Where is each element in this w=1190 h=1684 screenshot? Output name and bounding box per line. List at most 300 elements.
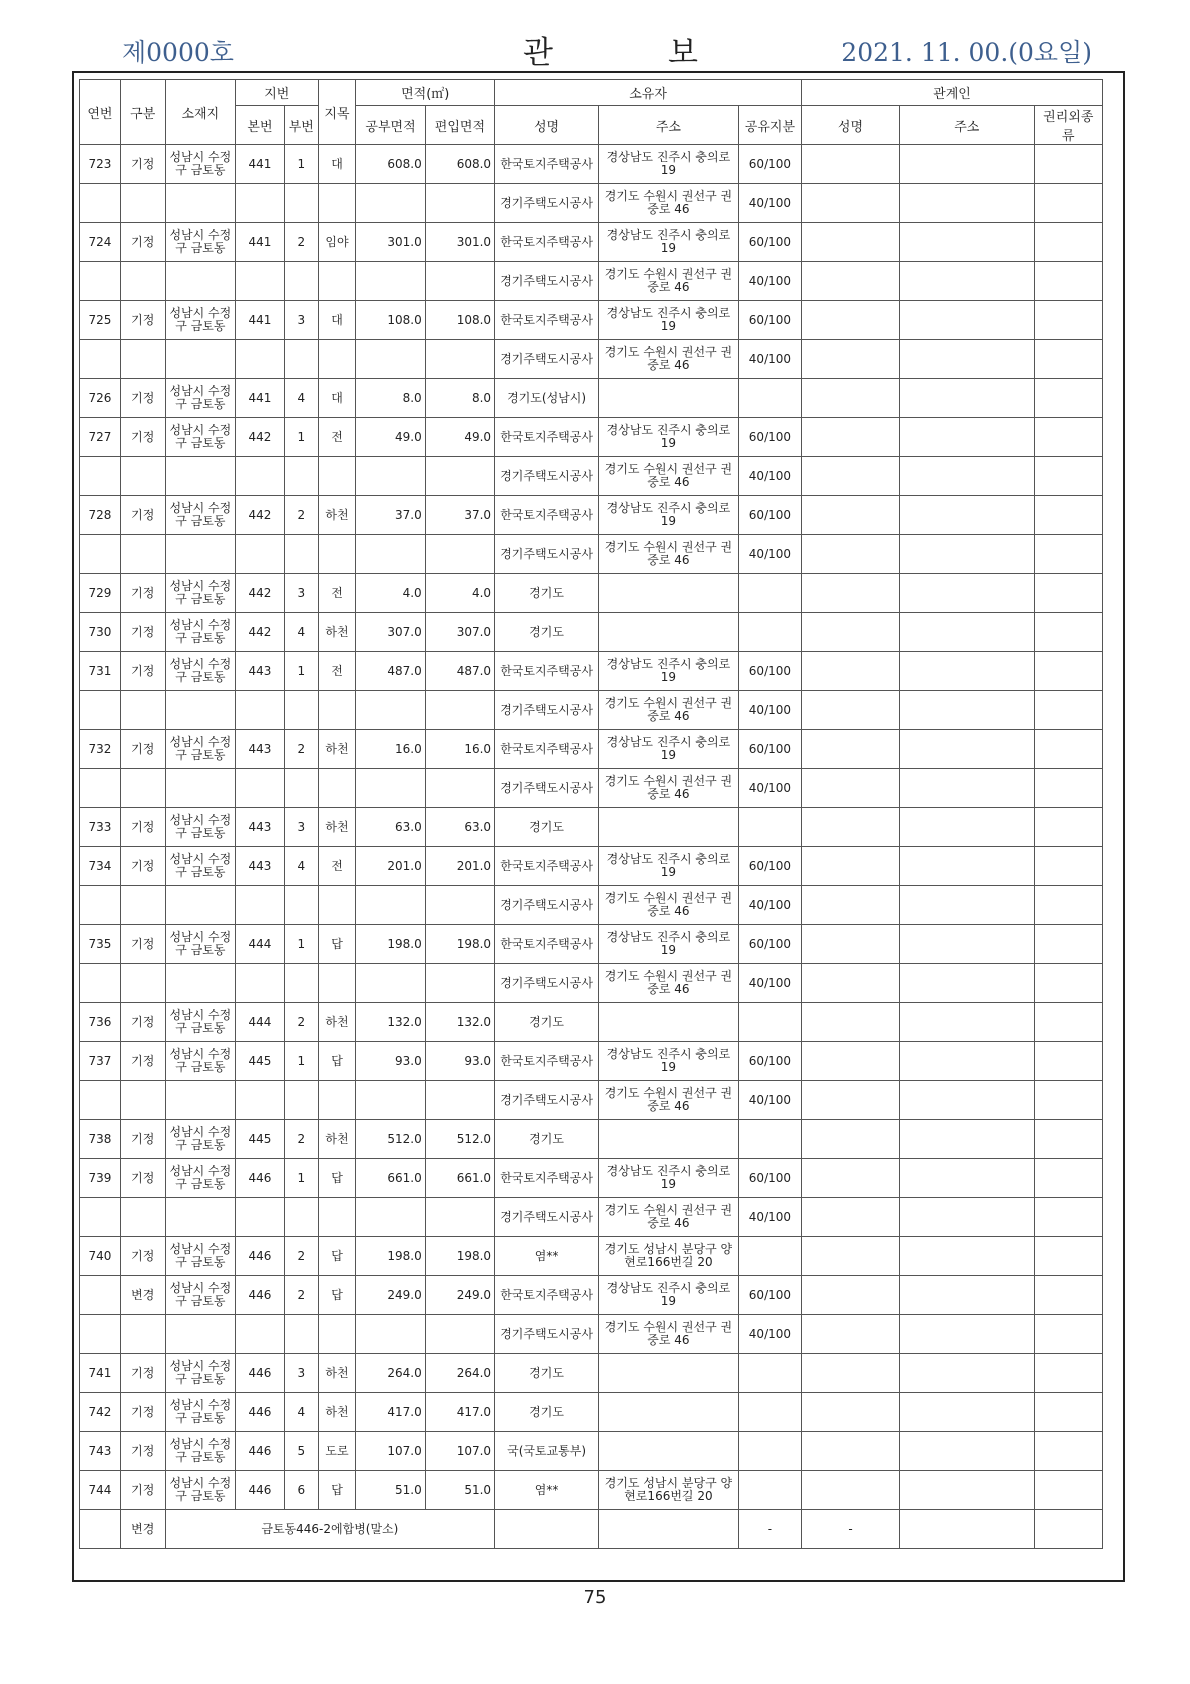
cell-main-no [236,340,285,379]
cell-area-included: 37.0 [425,496,494,535]
cell-main-no: 442 [236,574,285,613]
table-row [80,1003,1103,1042]
cell-area-public: 8.0 [356,379,425,418]
cell-sub-no: 2 [284,1120,318,1159]
cell-address: 경상남도 진주시 충의로 19 [599,145,739,184]
cell-share: 60/100 [738,1042,801,1081]
cell-location [165,691,235,730]
cell-seq [80,457,121,496]
cell-share [738,1120,801,1159]
cell-location [165,1081,235,1120]
cell-area-public: 512.0 [356,1120,425,1159]
col-rel-name: 성명 [802,106,900,145]
cell-rel-address [899,691,1034,730]
cell-location: 성남시 수정구 금토동 [165,1471,235,1510]
cell-share: 60/100 [738,496,801,535]
cell-main-no: 441 [236,223,285,262]
cell-rel-right [1034,1120,1102,1159]
cell-location: 성남시 수정구 금토동 [165,379,235,418]
cell-owner: 경기주택도시공사 [495,964,599,1003]
table-row [80,457,1103,496]
table-row [80,418,1103,457]
cell-owner: 한국토지주택공사 [495,418,599,457]
cell-area-included: 487.0 [425,652,494,691]
cell-location [165,769,235,808]
cell-rel-right [1034,1471,1102,1510]
cell-category: 하천 [318,496,356,535]
cell-type [120,184,165,223]
col-area-included: 편입면적 [425,106,494,145]
cell-address: 경기도 수원시 권선구 권중로 46 [599,535,739,574]
cell-share: 40/100 [738,769,801,808]
cell-owner: 경기도 [495,1120,599,1159]
col-rel-right: 권리외종류 [1034,106,1102,145]
cell-address: 경상남도 진주시 충의로 19 [599,925,739,964]
cell-type: 기정 [120,1120,165,1159]
cell-sub-no: 3 [284,574,318,613]
cell-category [318,1315,356,1354]
cell-area-public [356,691,425,730]
cell-area-included: 4.0 [425,574,494,613]
cell-type: 기정 [120,379,165,418]
cell-main-no: 446 [236,1354,285,1393]
cell-sub-no: 1 [284,1042,318,1081]
cell-address [599,1354,739,1393]
cell-main-no: 446 [236,1432,285,1471]
cell-rel-address [899,418,1034,457]
cell-main-no [236,535,285,574]
cell-location: 성남시 수정구 금토동 [165,1237,235,1276]
cell-owner: 경기주택도시공사 [495,1198,599,1237]
cell-sub-no: 5 [284,1432,318,1471]
cell-main-no: 442 [236,496,285,535]
cell-rel-right [1034,1003,1102,1042]
cell-rel-name [802,886,900,925]
publish-date: 2021. 11. 00.(0요일) [841,38,1092,67]
issue-number: 제0000호 [122,38,234,67]
cell-rel-name [802,379,900,418]
cell-rel-address [899,964,1034,1003]
cell-sub-no: 3 [284,1354,318,1393]
cell-rel-right [1034,1042,1102,1081]
cell-owner: 경기주택도시공사 [495,886,599,925]
cell-rel-name [802,145,900,184]
cell-seq [80,535,121,574]
cell-sub-no: 1 [284,418,318,457]
cell-owner: 경기주택도시공사 [495,1315,599,1354]
table-row [80,574,1103,613]
col-owner: 소유자 [495,80,802,106]
cell-rel-right [1034,145,1102,184]
cell-seq [80,1081,121,1120]
cell-type [120,769,165,808]
cell-rel-name [802,1198,900,1237]
cell-share: 40/100 [738,1081,801,1120]
cell-share [738,613,801,652]
cell-owner: 한국토지주택공사 [495,730,599,769]
cell-area-public: 301.0 [356,223,425,262]
cell-address: 경상남도 진주시 충의로 19 [599,1276,739,1315]
cell-rel-right [1034,1432,1102,1471]
cell-share [738,1432,801,1471]
col-category: 지목 [318,80,356,145]
cell-area-public: 201.0 [356,847,425,886]
cell-rel-address [899,1276,1034,1315]
cell-category: 전 [318,652,356,691]
cell-share: 60/100 [738,730,801,769]
cell-rel-right [1034,574,1102,613]
cell-rel-address [899,340,1034,379]
cell-main-no [236,886,285,925]
cell-location: 성남시 수정구 금토동 [165,1354,235,1393]
cell-main-no: 446 [236,1237,285,1276]
cell-category: 임야 [318,223,356,262]
cell-main-no: 444 [236,1003,285,1042]
cell-area-included [425,457,494,496]
cell-address: 경기도 수원시 권선구 권중로 46 [599,964,739,1003]
cell-rel-name [802,1042,900,1081]
cell-sub-no: 4 [284,379,318,418]
cell-rel-address [899,184,1034,223]
cell-rel-address [899,145,1034,184]
cell-owner: 경기도 [495,1354,599,1393]
cell-type: 기정 [120,925,165,964]
cell-area-public: 487.0 [356,652,425,691]
table-row [80,1159,1103,1198]
cell-seq [80,691,121,730]
cell-share: 40/100 [738,1198,801,1237]
cell-area-included [425,262,494,301]
cell-owner: 경기주택도시공사 [495,535,599,574]
cell-location: 성남시 수정구 금토동 [165,1276,235,1315]
cell-address [599,1510,739,1549]
cell-type [120,1315,165,1354]
cell-area-public: 37.0 [356,496,425,535]
cell-sub-no [284,886,318,925]
cell-location: 성남시 수정구 금토동 [165,730,235,769]
cell-area-public [356,886,425,925]
cell-type: 기정 [120,1432,165,1471]
cell-address [599,613,739,652]
cell-seq [80,1315,121,1354]
cell-share: 40/100 [738,886,801,925]
cell-category: 하천 [318,808,356,847]
cell-rel-name [802,730,900,769]
cell-sub-no [284,340,318,379]
cell-type: 기정 [120,574,165,613]
cell-category [318,262,356,301]
cell-share: 40/100 [738,535,801,574]
cell-area-included [425,535,494,574]
cell-type: 기정 [120,1159,165,1198]
cell-area-included [425,691,494,730]
cell-rel-name [802,1354,900,1393]
cell-category [318,535,356,574]
cell-rel-right [1034,847,1102,886]
cell-main-no: 443 [236,730,285,769]
cell-category: 하천 [318,613,356,652]
col-area-public: 공부면적 [356,106,425,145]
cell-owner: 한국토지주택공사 [495,223,599,262]
cell-sub-no: 4 [284,613,318,652]
cell-rel-right [1034,1354,1102,1393]
cell-rel-address [899,730,1034,769]
cell-owner: 경기도 [495,613,599,652]
cell-sub-no: 1 [284,145,318,184]
cell-address: 경기도 수원시 권선구 권중로 46 [599,1315,739,1354]
cell-share: 60/100 [738,652,801,691]
cell-location: 성남시 수정구 금토동 [165,613,235,652]
cell-location [165,184,235,223]
cell-area-included: 49.0 [425,418,494,457]
col-main-no: 본번 [236,106,285,145]
cell-seq: 729 [80,574,121,613]
cell-rel-right [1034,691,1102,730]
cell-location: 성남시 수정구 금토동 [165,418,235,457]
cell-rel-name [802,925,900,964]
cell-category: 하천 [318,730,356,769]
cell-area-public: 93.0 [356,1042,425,1081]
cell-rel-address [899,223,1034,262]
cell-sub-no [284,262,318,301]
cell-rel-right [1034,1081,1102,1120]
cell-sub-no [284,691,318,730]
table-row [80,223,1103,262]
cell-area-included: 63.0 [425,808,494,847]
cell-owner: 경기주택도시공사 [495,691,599,730]
cell-owner: 한국토지주택공사 [495,847,599,886]
cell-seq: 742 [80,1393,121,1432]
cell-rel-right [1034,496,1102,535]
cell-rel-address [899,262,1034,301]
cell-address: 경기도 수원시 권선구 권중로 46 [599,1081,739,1120]
cell-area-public: 107.0 [356,1432,425,1471]
cell-location: 성남시 수정구 금토동 [165,1003,235,1042]
cell-rel-address [899,1042,1034,1081]
cell-sub-no: 2 [284,223,318,262]
cell-location: 성남시 수정구 금토동 [165,1432,235,1471]
table-row [80,613,1103,652]
cell-owner: 한국토지주택공사 [495,301,599,340]
cell-main-no: 443 [236,652,285,691]
cell-share [738,574,801,613]
cell-area-public [356,1315,425,1354]
cell-sub-no: 2 [284,1237,318,1276]
cell-rel-right [1034,1510,1102,1549]
cell-category: 답 [318,1237,356,1276]
cell-area-public [356,964,425,1003]
cell-area-public: 249.0 [356,1276,425,1315]
table-row [80,1042,1103,1081]
cell-category [318,340,356,379]
cell-area-public [356,184,425,223]
cell-area-public: 198.0 [356,925,425,964]
cell-rel-address [899,1393,1034,1432]
cell-seq [80,1276,121,1315]
cell-main-no [236,1198,285,1237]
cell-share [738,1393,801,1432]
cell-location [165,964,235,1003]
cell-share: 40/100 [738,691,801,730]
cell-seq: 724 [80,223,121,262]
cell-rel-right [1034,262,1102,301]
cell-type: 기정 [120,1354,165,1393]
cell-location: 성남시 수정구 금토동 [165,223,235,262]
cell-rel-address [899,1081,1034,1120]
cell-rel-address [899,301,1034,340]
cell-rel-right [1034,1276,1102,1315]
table-row [80,535,1103,574]
col-owner-share: 공유지분 [738,106,801,145]
cell-sub-no [284,769,318,808]
cell-main-no: 443 [236,808,285,847]
cell-type: 변경 [120,1510,165,1549]
cell-rel-right [1034,379,1102,418]
cell-seq: 726 [80,379,121,418]
cell-seq: 736 [80,1003,121,1042]
cell-rel-name [802,1237,900,1276]
cell-share: 60/100 [738,925,801,964]
cell-area-included: 93.0 [425,1042,494,1081]
cell-main-no [236,1315,285,1354]
cell-address: 경기도 수원시 권선구 권중로 46 [599,340,739,379]
cell-owner: 국(국토교통부) [495,1432,599,1471]
cell-share: 60/100 [738,223,801,262]
cell-category: 대 [318,379,356,418]
cell-main-no [236,184,285,223]
table-row [80,262,1103,301]
cell-owner: 한국토지주택공사 [495,1042,599,1081]
cell-location: 성남시 수정구 금토동 [165,808,235,847]
cell-type: 기정 [120,613,165,652]
cell-rel-name [802,1432,900,1471]
cell-address [599,808,739,847]
cell-location [165,457,235,496]
cell-share: 40/100 [738,457,801,496]
cell-sub-no: 3 [284,301,318,340]
cell-location: 성남시 수정구 금토동 [165,1120,235,1159]
cell-address: 경기도 수원시 권선구 권중로 46 [599,184,739,223]
cell-rel-address [899,379,1034,418]
cell-type [120,457,165,496]
cell-category: 대 [318,301,356,340]
cell-seq: 735 [80,925,121,964]
cell-sub-no: 1 [284,925,318,964]
cell-area-included: 301.0 [425,223,494,262]
cell-area-public: 16.0 [356,730,425,769]
cell-type [120,691,165,730]
cell-seq: 728 [80,496,121,535]
page-number: 75 [583,1587,607,1608]
cell-category [318,964,356,1003]
cell-location: 성남시 수정구 금토동 [165,496,235,535]
cell-area-public: 264.0 [356,1354,425,1393]
cell-rel-name [802,262,900,301]
cell-area-included: 608.0 [425,145,494,184]
table-row [80,496,1103,535]
cell-sub-no: 3 [284,808,318,847]
cell-sub-no: 4 [284,847,318,886]
cell-type: 기정 [120,496,165,535]
cell-rel-name [802,964,900,1003]
cell-category: 하천 [318,1003,356,1042]
cell-area-included: 16.0 [425,730,494,769]
cell-area-included: 417.0 [425,1393,494,1432]
cell-area-included [425,1081,494,1120]
cell-rel-name [802,457,900,496]
table-row [80,1315,1103,1354]
cell-area-included: 51.0 [425,1471,494,1510]
col-lot: 지번 [236,80,319,106]
cell-owner: 한국토지주택공사 [495,496,599,535]
cell-rel-right [1034,730,1102,769]
cell-area-included: 8.0 [425,379,494,418]
cell-seq: 743 [80,1432,121,1471]
cell-area-public: 4.0 [356,574,425,613]
cell-seq [80,1198,121,1237]
cell-owner: 경기도 [495,1393,599,1432]
cell-sub-no [284,1198,318,1237]
cell-category: 하천 [318,1354,356,1393]
cell-owner: 경기주택도시공사 [495,262,599,301]
cell-area-public [356,340,425,379]
cell-seq: 731 [80,652,121,691]
cell-share [738,379,801,418]
table-row [80,1471,1103,1510]
cell-sub-no: 2 [284,730,318,769]
cell-rel-name [802,340,900,379]
table-row [80,886,1103,925]
cell-main-no: 446 [236,1471,285,1510]
table-row [80,1237,1103,1276]
cell-owner: 한국토지주택공사 [495,925,599,964]
cell-rel-name [802,418,900,457]
cell-main-no: 442 [236,418,285,457]
cell-address [599,1120,739,1159]
cell-rel-name [802,223,900,262]
cell-seq: 727 [80,418,121,457]
cell-category [318,1081,356,1120]
cell-main-no [236,262,285,301]
cell-main-no: 441 [236,145,285,184]
cell-main-no [236,964,285,1003]
cell-seq: 734 [80,847,121,886]
cell-type: 기정 [120,418,165,457]
cell-owner: 한국토지주택공사 [495,652,599,691]
cell-type: 기정 [120,730,165,769]
cell-area-included [425,769,494,808]
cell-type: 기정 [120,808,165,847]
cell-location [165,1315,235,1354]
table-row [80,340,1103,379]
cell-share: 60/100 [738,418,801,457]
cell-rel-address [899,808,1034,847]
cell-category: 전 [318,574,356,613]
cell-main-no: 446 [236,1276,285,1315]
cell-category [318,1198,356,1237]
cell-rel-address [899,496,1034,535]
cell-rel-right [1034,808,1102,847]
cell-category: 전 [318,418,356,457]
cell-area-public: 108.0 [356,301,425,340]
cell-address: 경기도 수원시 권선구 권중로 46 [599,886,739,925]
cell-owner: 경기주택도시공사 [495,340,599,379]
cell-category [318,457,356,496]
cell-type: 기정 [120,223,165,262]
table-row [80,847,1103,886]
cell-address: 경상남도 진주시 충의로 19 [599,223,739,262]
cell-location: 성남시 수정구 금토동 [165,1042,235,1081]
